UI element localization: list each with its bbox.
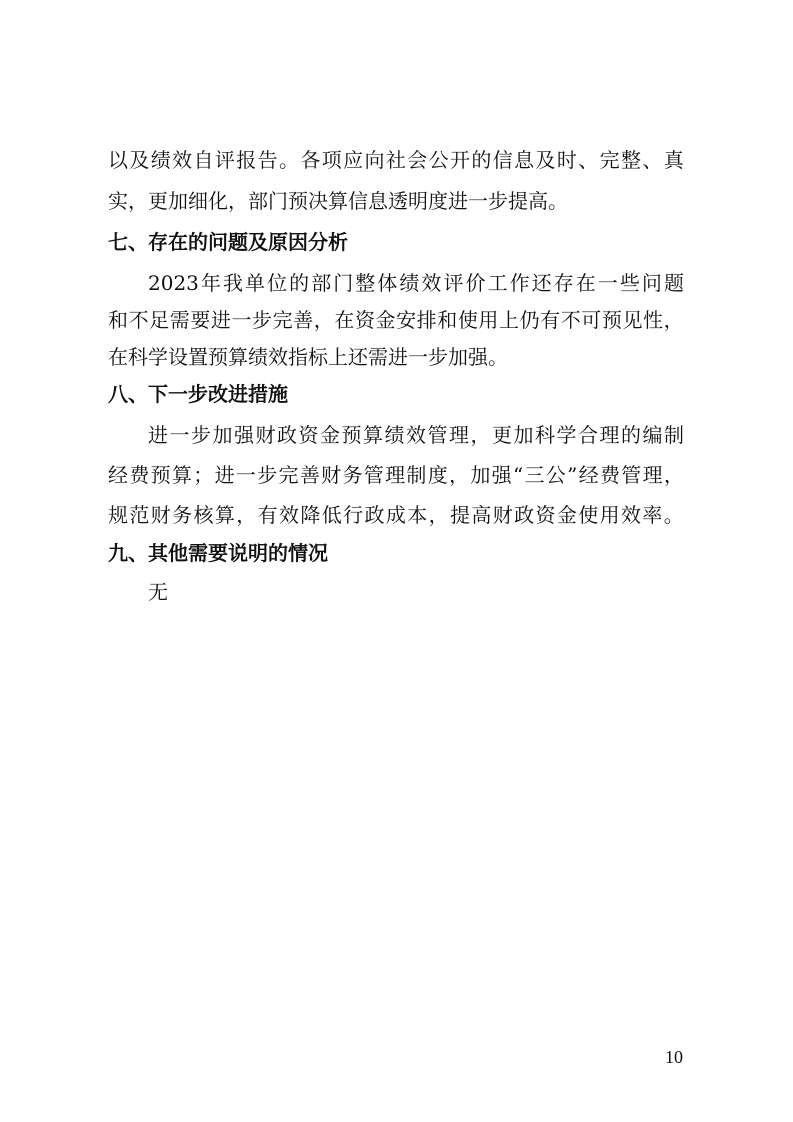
glyph: 评: [443, 271, 464, 295]
glyph: 绩: [399, 271, 420, 295]
glyph: 时: [556, 148, 577, 172]
glyph: 善: [299, 463, 320, 487]
glyph: 有: [257, 503, 278, 527]
glyph: 有: [540, 308, 561, 332]
glyph: 以: [108, 148, 128, 172]
glyph: 一: [231, 308, 252, 332]
glyph: 存: [553, 271, 574, 295]
paragraph-line: [108, 503, 684, 527]
glyph: 用: [478, 308, 499, 332]
glyph: 不: [128, 308, 149, 332]
glyph: 效: [621, 503, 641, 527]
glyph: 见: [622, 308, 643, 332]
glyph: 安: [396, 308, 417, 332]
glyph: 经: [578, 463, 599, 487]
glyph: 资: [298, 423, 319, 447]
glyph: 政: [364, 503, 385, 527]
glyph: ，: [236, 503, 257, 527]
glyph: 整: [621, 148, 641, 172]
glyph: 、: [578, 148, 599, 172]
glyph: 步: [191, 423, 211, 447]
glyph: 报: [236, 148, 257, 172]
glyph: 公: [545, 463, 566, 487]
glyph: 会: [407, 148, 428, 172]
glyph: 开: [450, 148, 470, 172]
glyph: 。: [279, 148, 299, 172]
glyph: 金: [556, 503, 577, 527]
glyph: 成: [385, 503, 406, 527]
glyph: 本: [407, 503, 428, 527]
glyph: 的: [289, 271, 310, 295]
glyph: 各: [300, 148, 321, 172]
paragraph-line: 在科学设置预算绩效指标上还需进一步加强。: [108, 345, 508, 369]
page-number: 10: [665, 1047, 683, 1067]
glyph: 制: [406, 463, 427, 487]
paragraph-line: [108, 308, 684, 332]
glyph: ，: [313, 308, 334, 332]
glyph: 在: [334, 308, 355, 332]
glyph: 加: [513, 423, 534, 447]
glyph: 管: [621, 463, 642, 487]
glyph: 些: [619, 271, 640, 295]
glyph: 题: [663, 271, 684, 295]
glyph: 的: [621, 423, 641, 447]
paragraph-line: [148, 271, 684, 295]
glyph: 。: [663, 503, 684, 527]
glyph: 性: [643, 308, 664, 332]
glyph: ”: [567, 463, 578, 487]
glyph: 降: [300, 503, 321, 527]
glyph: 还: [531, 271, 552, 295]
glyph: 强: [234, 423, 254, 447]
glyph: 价: [465, 271, 486, 295]
glyph: 、: [642, 148, 663, 172]
glyph: 加: [470, 463, 491, 487]
glyph: 度: [427, 463, 448, 487]
glyph: 问: [641, 271, 662, 295]
glyph: 理: [642, 463, 663, 487]
glyph: 在: [575, 271, 596, 295]
glyph: 完: [278, 463, 299, 487]
glyph: ，: [449, 463, 469, 487]
glyph: 行: [343, 503, 364, 527]
paragraph-line: 实，更加细化，部门预决算信息透明度进一步提高。: [108, 189, 568, 213]
glyph: 资: [535, 503, 556, 527]
glyph: 进: [214, 463, 235, 487]
glyph: 向: [364, 148, 385, 172]
glyph: 管: [427, 423, 448, 447]
glyph: 一: [169, 423, 190, 447]
glyph: 学: [556, 423, 577, 447]
glyph: 部: [311, 271, 332, 295]
glyph: 工: [487, 271, 508, 295]
glyph: 上: [498, 308, 519, 332]
glyph: 的: [471, 148, 492, 172]
glyph: 低: [321, 503, 342, 527]
glyph: 排: [416, 308, 437, 332]
paragraph-line: [108, 463, 684, 487]
glyph: 自: [193, 148, 214, 172]
glyph: “: [512, 463, 524, 487]
glyph: 仍: [519, 308, 540, 332]
glyph: 息: [514, 148, 535, 172]
glyph: 公: [428, 148, 449, 172]
glyph: 善: [293, 308, 314, 332]
glyph: 完: [272, 308, 293, 332]
glyph: 规: [108, 503, 128, 527]
glyph: 效: [421, 271, 442, 295]
glyph: 三: [524, 463, 545, 487]
glyph: 资: [354, 308, 375, 332]
glyph: 金: [320, 423, 340, 447]
glyph: ；: [193, 463, 214, 487]
glyph: 和: [108, 308, 128, 332]
glyph: 足: [149, 308, 170, 332]
glyph: 和: [437, 308, 458, 332]
glyph: 提: [450, 503, 470, 527]
glyph: 算: [171, 463, 192, 487]
section-heading-9: 九、其他需要说明的情况: [108, 541, 328, 565]
glyph: 使: [457, 308, 478, 332]
glyph: 效: [406, 423, 426, 447]
glyph: ，: [428, 503, 449, 527]
glyph: 要: [190, 308, 211, 332]
glyph: 门: [333, 271, 354, 295]
glyph: 进: [148, 423, 168, 447]
glyph: 应: [343, 148, 364, 172]
glyph: 不: [560, 308, 581, 332]
glyph: 及: [535, 148, 556, 172]
paragraph-line: 无: [148, 580, 168, 604]
glyph: 整: [355, 271, 376, 295]
glyph: 评: [214, 148, 235, 172]
glyph: 算: [214, 503, 235, 527]
glyph: 财: [255, 423, 276, 447]
glyph: ，: [470, 423, 491, 447]
glyph: 步: [252, 308, 273, 332]
glyph: 我: [223, 271, 243, 295]
glyph: 效: [279, 503, 299, 527]
glyph: 率: [642, 503, 663, 527]
paragraph-line: [108, 148, 684, 172]
glyph: 预: [341, 423, 362, 447]
glyph: 效: [172, 148, 193, 172]
glyph: 政: [277, 423, 297, 447]
glyph: 加: [212, 423, 233, 447]
glyph: 费: [599, 463, 620, 487]
glyph: 合: [578, 423, 598, 447]
glyph: 务: [172, 503, 193, 527]
glyph: 项: [321, 148, 342, 172]
glyph: 管: [363, 463, 384, 487]
glyph: 及: [129, 148, 150, 172]
glyph: 作: [509, 271, 530, 295]
glyph: 进: [210, 308, 231, 332]
glyph: 金: [375, 308, 396, 332]
glyph: 年: [200, 271, 221, 295]
glyph: 更: [492, 423, 512, 447]
glyph: 财: [492, 503, 513, 527]
glyph: 信: [492, 148, 513, 172]
glyph: 算: [363, 423, 383, 447]
glyph: 一: [597, 271, 618, 295]
glyph: 财: [150, 503, 171, 527]
glyph: 真: [663, 148, 684, 172]
glyph: 单: [245, 271, 266, 295]
glyph: 一: [235, 463, 256, 487]
glyph: 社: [385, 148, 406, 172]
glyph: 完: [599, 148, 620, 172]
glyph: 体: [377, 271, 398, 295]
glyph: 预: [601, 308, 622, 332]
glyph: 绩: [150, 148, 171, 172]
paragraph-line: [148, 423, 684, 447]
glyph: 编: [642, 423, 663, 447]
section-heading-8: 八、下一步改进措施: [108, 382, 288, 406]
glyph: 政: [514, 503, 535, 527]
glyph: ，: [663, 463, 684, 487]
glyph: 财: [321, 463, 342, 487]
glyph: 经: [108, 463, 128, 487]
glyph: 高: [471, 503, 492, 527]
glyph: 位: [267, 271, 288, 295]
glyph: 需: [169, 308, 190, 332]
glyph: 预: [150, 463, 171, 487]
section-heading-7: 七、存在的问题及原因分析: [108, 230, 348, 254]
glyph: 强: [491, 463, 512, 487]
glyph: 核: [193, 503, 214, 527]
glyph: 可: [581, 308, 602, 332]
glyph: 费: [129, 463, 150, 487]
glyph: 制: [664, 423, 684, 447]
glyph: ，: [663, 308, 684, 332]
glyph: 步: [257, 463, 278, 487]
glyph: 绩: [384, 423, 405, 447]
glyph: 用: [599, 503, 620, 527]
glyph: 2023: [148, 271, 199, 295]
glyph: 务: [342, 463, 363, 487]
glyph: 理: [385, 463, 406, 487]
glyph: 使: [578, 503, 599, 527]
glyph: 科: [535, 423, 555, 447]
glyph: 理: [599, 423, 620, 447]
glyph: 告: [257, 148, 278, 172]
glyph: 范: [129, 503, 150, 527]
glyph: 理: [449, 423, 469, 447]
